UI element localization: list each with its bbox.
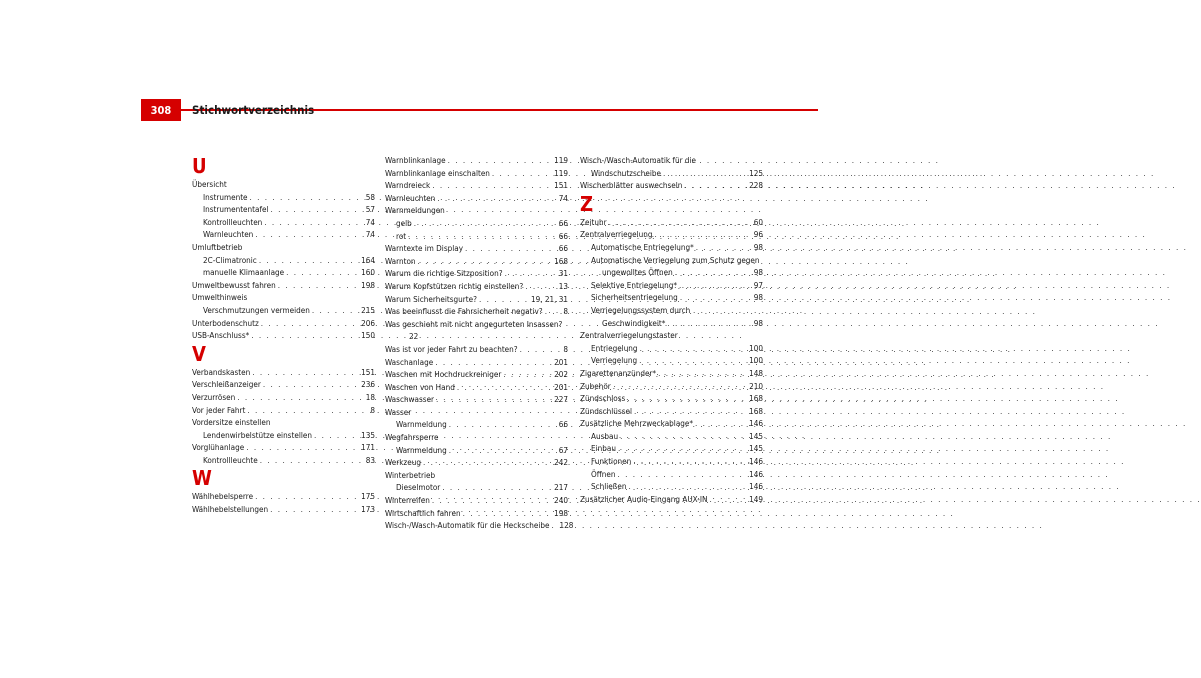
index-entry-term: Verschmutzungen vermeiden	[203, 304, 310, 315]
index-entry-term: Zündschlüssel	[580, 405, 632, 416]
index-entry	[192, 317, 375, 330]
index-entry	[385, 519, 574, 532]
index-entry-page[interactable]: 31	[558, 268, 568, 279]
index-entry-page[interactable]: 228	[749, 180, 763, 191]
section-letter: W	[192, 466, 212, 491]
index-entry	[192, 404, 375, 417]
index-entry-page[interactable]: 97	[753, 279, 763, 290]
index-entry-page[interactable]: 22	[409, 331, 419, 342]
index-entry	[385, 154, 568, 167]
index-entry	[580, 493, 763, 506]
index-entry-leader	[437, 192, 556, 205]
index-entry-leader	[408, 230, 557, 243]
index-entry-page[interactable]: 164	[361, 254, 375, 265]
index-entry	[580, 417, 763, 430]
index-entry	[580, 291, 763, 304]
index-entry-leader	[525, 280, 557, 293]
index-entry-leader	[435, 356, 552, 369]
index-entry-leader	[432, 494, 552, 507]
index-entry-term: Instrumente	[203, 191, 248, 202]
index-entry-leader	[503, 368, 552, 381]
index-entry-leader	[617, 468, 747, 481]
index-entry-leader	[628, 480, 747, 493]
index-entry	[192, 454, 375, 467]
index-entry-page[interactable]: 151	[361, 366, 375, 377]
index-entry-page[interactable]: 66	[558, 243, 568, 254]
index-entry-page[interactable]: 173	[361, 504, 375, 515]
index-entry-term: Warnblinkanlage einschalten	[385, 167, 490, 178]
index-entry-page[interactable]: 100	[749, 355, 763, 366]
index-entry	[385, 393, 568, 406]
index-entry-page[interactable]: 175	[361, 491, 375, 502]
index-heading: Umluftbetrieb	[192, 241, 243, 252]
index-entry-leader	[247, 404, 368, 417]
index-entry-page[interactable]: 74	[365, 229, 375, 240]
index-entry-leader	[237, 391, 363, 404]
index-entry-term: Lendenwirbelstütze einstellen	[203, 429, 312, 440]
index-entry	[192, 503, 375, 516]
index-entry-term: Waschwasser	[385, 394, 435, 405]
index-entry-leader	[449, 418, 557, 431]
index-entry	[385, 242, 568, 255]
index-entry-page[interactable]: 146	[749, 418, 763, 429]
index-entry-term: Warum die richtige Sitzposition?	[385, 268, 503, 279]
index-entry-leader	[552, 519, 558, 532]
index-entry-leader	[695, 417, 747, 430]
index-entry-page[interactable]: 145	[749, 430, 763, 441]
index-entry	[385, 267, 568, 280]
index-heading: Automatische Verriegelung zum Schutz gegen	[591, 254, 760, 265]
index-entry-term: Kontrollleuchte	[203, 454, 258, 465]
index-entry-page[interactable]: 201	[554, 356, 568, 367]
index-entry-leader	[448, 154, 552, 167]
index-entry	[192, 378, 375, 391]
index-entry	[385, 230, 568, 243]
index-entry-term: Warum Kopfstützen richtig einstellen?	[385, 280, 524, 291]
index-entry-page[interactable]: 206	[361, 317, 375, 328]
index-entry-page[interactable]: 168	[554, 255, 568, 266]
index-entry	[385, 368, 568, 381]
index-entry	[192, 304, 375, 317]
index-entry-page[interactable]: 236	[361, 379, 375, 390]
index-entry-term: Warnmeldung	[396, 444, 447, 455]
index-entry-leader	[463, 507, 553, 520]
index-entry	[580, 342, 763, 355]
index-entry-page[interactable]: 66	[558, 217, 568, 228]
index-entry-leader	[655, 228, 752, 241]
index-entry-term: Ausbau	[591, 430, 619, 441]
index-entry-term: Vor jeder Fahrt	[192, 404, 246, 415]
index-entry-page[interactable]: 146	[749, 468, 763, 479]
index-entry-page[interactable]: 119	[554, 155, 568, 165]
index-entry	[580, 241, 763, 254]
index-entry	[385, 381, 568, 394]
index-entry-term: Automatische Entriegelung*	[591, 241, 694, 252]
index-entry	[192, 191, 375, 204]
index-entry-term: Waschanlage	[385, 356, 434, 367]
index-entry-term: Verschleißanzeiger	[192, 379, 261, 390]
index-entry-page[interactable]: 8	[563, 343, 568, 354]
page-number: 308	[141, 99, 181, 121]
index-entry-leader	[270, 503, 359, 516]
section-letter: V	[192, 341, 206, 366]
index-entry-term: Umweltbewusst fahren	[192, 279, 276, 290]
index-entry-page[interactable]: 201	[554, 381, 568, 392]
index-entry-leader	[263, 378, 359, 391]
index-entry-term: Warntexte im Display	[385, 243, 464, 254]
index-entry	[580, 442, 763, 455]
index-heading: Vordersitze einstellen	[192, 417, 271, 428]
index-entry-page[interactable]: 145	[749, 443, 763, 454]
index-entry-page[interactable]: 168	[749, 393, 763, 404]
index-heading: Wisch-/Wasch-Automatik für die	[580, 155, 697, 165]
index-entry-page[interactable]: 8	[370, 404, 375, 415]
index-entry-term: manuelle Klimaanlage	[203, 267, 285, 278]
index-entry-leader	[264, 216, 363, 229]
index-entry-term: Einbau	[591, 443, 616, 454]
index-entry-page[interactable]: 96	[753, 229, 763, 240]
index-heading: Übersicht	[192, 179, 227, 189]
index-entry-page[interactable]: 227	[554, 394, 568, 405]
index-entry-page[interactable]: 8	[563, 306, 568, 317]
index-entry	[192, 228, 375, 241]
index-entry	[192, 266, 375, 279]
index-entry-term: Zündschloss	[580, 393, 626, 404]
index-entry	[192, 490, 375, 503]
index-entry-leader	[465, 242, 557, 255]
index-entry-term: Warnton	[385, 255, 416, 266]
index-entry-page[interactable]: 150	[361, 330, 375, 341]
index-entry-leader	[684, 179, 747, 192]
index-entry	[580, 430, 763, 443]
index-entry-page[interactable]: 98	[753, 317, 763, 328]
index-entry-leader	[627, 392, 747, 405]
index-entry-leader	[492, 167, 552, 180]
index-entry-term: Wischerblätter auswechseln	[580, 180, 683, 191]
section-letter: U	[192, 154, 207, 178]
index-entry-leader	[423, 456, 552, 469]
index-entry	[192, 254, 375, 267]
index-entry	[192, 429, 375, 442]
index-entry-leader	[658, 367, 747, 380]
index-entry-term: Wisch-/Wasch-Automatik für die Heckscheibe	[385, 520, 550, 531]
index-heading: Zentralverriegelungstaster	[580, 330, 678, 341]
index-entry-term: Was beeinflusst die Fahrsicherheit negativ?	[385, 306, 543, 317]
index-entry-leader	[640, 342, 748, 355]
index-entry-leader	[312, 304, 359, 317]
index-heading: Warnmeldungen	[385, 205, 445, 216]
index-entry	[385, 318, 568, 343]
index-entry	[580, 468, 763, 481]
index-entry	[580, 216, 763, 229]
index-entry-page[interactable]: 74	[558, 192, 568, 203]
index-entry-leader	[418, 255, 553, 268]
index-entry-term: Warnleuchten	[203, 229, 254, 240]
index-entry	[580, 380, 763, 393]
index-entry-leader	[246, 441, 359, 454]
index-entry-term: Dieselmotor	[396, 482, 441, 493]
index-entry-leader	[709, 493, 747, 506]
index-entry-page[interactable]: 67	[558, 444, 568, 455]
index-entry	[385, 167, 568, 180]
index-entry-term: Werkzeug	[385, 457, 421, 468]
index-entry	[580, 480, 763, 493]
index-entry-page[interactable]: 66	[558, 419, 568, 430]
index-entry	[580, 317, 763, 330]
index-entry	[580, 266, 763, 279]
index-entry-page[interactable]: 171	[361, 442, 375, 453]
index-entry	[385, 192, 568, 205]
index-entry-term: Kontrollleuchten	[203, 216, 263, 227]
index-entry-term: Unterbodenschutz	[192, 317, 259, 328]
index-entry-leader	[634, 405, 747, 418]
index-entry-term: Zusätzlicher Audio-Eingang AUX-IN	[580, 493, 708, 504]
index-entry	[580, 354, 763, 367]
index-entry-page[interactable]: 100	[749, 342, 763, 353]
index-entry	[192, 216, 375, 229]
index-entry-page[interactable]: 18	[365, 391, 375, 402]
index-entry-leader	[667, 317, 751, 330]
index-entry-page[interactable]: 119	[554, 167, 568, 178]
index-entry-leader	[432, 179, 552, 192]
index-entry	[385, 217, 568, 230]
index-entry	[385, 179, 568, 192]
index-entry	[580, 179, 763, 192]
index-entry	[385, 280, 568, 293]
index-entry-term: Wirtschaftlich fahren	[385, 507, 461, 518]
index-entry-leader	[414, 217, 557, 230]
index-column-3	[580, 154, 763, 505]
index-entry-page[interactable]: 13	[558, 280, 568, 291]
index-entry-leader	[250, 191, 364, 204]
index-entry-term: gelb	[396, 217, 412, 228]
index-entry-leader	[679, 279, 752, 292]
index-entry-leader	[613, 380, 747, 393]
index-entry	[580, 167, 763, 180]
index-entry	[192, 441, 375, 454]
index-entry	[385, 356, 568, 369]
index-entry-page[interactable]: 242	[554, 457, 568, 468]
index-entry-leader	[255, 490, 359, 503]
index-entry	[580, 279, 763, 292]
index-entry-term: Funktionen	[591, 456, 632, 467]
index-entry	[385, 293, 568, 306]
index-entry-term: Verriegelung	[591, 355, 638, 366]
index-entry-page[interactable]: 57	[365, 204, 375, 215]
index-entry	[580, 392, 763, 405]
index-entry	[580, 455, 763, 468]
index-entry	[385, 343, 568, 356]
index-entry-term: Öffnen	[591, 468, 616, 479]
index-entry	[385, 507, 568, 520]
index-entry-page[interactable]: 66	[558, 230, 568, 241]
index-entry-leader	[255, 228, 363, 241]
index-entry-term: Zigarettenanzünder*	[580, 367, 657, 378]
index-entry-page[interactable]: 58	[365, 191, 375, 202]
index-entry	[192, 391, 375, 404]
index-entry-leader	[520, 343, 562, 356]
page-title: Stichwortverzeichnis	[192, 103, 315, 117]
index-entry-term: Instrumententafel	[203, 204, 269, 215]
index-entry-term: 2C-Climatronic	[203, 254, 257, 265]
index-entry	[580, 405, 763, 418]
index-entry-page[interactable]: 125	[749, 167, 763, 178]
index-entry-term: Wählhebelstellungen	[192, 504, 269, 515]
index-entry	[385, 418, 568, 431]
index-entry-page[interactable]: 240	[554, 495, 568, 506]
index-entry-term: Entriegelung	[591, 342, 638, 353]
index-entry	[192, 279, 375, 292]
index-entry-page[interactable]: 98	[753, 292, 763, 303]
index-entry-term: Warnblinkanlage	[385, 155, 446, 165]
index-entry-term: Warndreieck	[385, 180, 431, 191]
index-entry-leader	[680, 291, 752, 304]
index-entry-leader	[442, 481, 552, 494]
index-entry-leader	[633, 455, 747, 468]
index-entry-term: Warnmeldung	[396, 419, 447, 430]
index-entry-term: Windschutzscheibe	[591, 167, 662, 178]
index-entry-leader	[449, 444, 557, 457]
index-entry-leader	[545, 305, 562, 318]
index-entry-term: ungewolltes Öffnen	[602, 267, 673, 278]
index-entry-leader	[436, 393, 552, 406]
index-entry-term: Selektive Entriegelung*	[591, 279, 677, 290]
index-entry	[385, 305, 568, 318]
index-entry-leader	[639, 354, 747, 367]
index-entry-term: Zeituhr	[580, 216, 607, 227]
index-entry-term: Zubehör	[580, 380, 611, 391]
index-entry-leader	[260, 454, 364, 467]
index-entry-term: Zentralverriegelung	[580, 229, 653, 240]
index-entry-page[interactable]: 168	[749, 405, 763, 416]
index-entry-page[interactable]: 202	[554, 369, 568, 380]
index-entry-term: Waschen von Hand	[385, 381, 455, 392]
section-letter: Z	[580, 191, 594, 216]
index-entry-page[interactable]: 151	[554, 180, 568, 191]
index-entry-leader	[663, 167, 747, 180]
index-entry-term: Vorglühanlage	[192, 442, 245, 453]
index-entry-term: Winterreifen	[385, 495, 430, 506]
index-entry	[385, 481, 568, 494]
index-entry-leader	[278, 279, 359, 292]
index-entry-page[interactable]: 74	[365, 216, 375, 227]
index-entry-page[interactable]: 146	[749, 481, 763, 492]
index-entry-page[interactable]: 146	[749, 456, 763, 467]
index-entry	[385, 255, 568, 268]
index-entry-leader	[479, 293, 529, 306]
index-entry-leader	[457, 381, 552, 394]
index-column-1	[192, 154, 375, 516]
index-entry-term: Was geschieht mit nicht angegurteten Insassen?	[385, 318, 563, 329]
index-entry-page[interactable]: 215	[361, 304, 375, 315]
index-entry	[580, 367, 763, 380]
index-entry-page[interactable]: 198	[361, 279, 375, 290]
index-entry-leader	[620, 430, 747, 443]
index-entry-term: Warnleuchten	[385, 192, 436, 203]
index-entry-term: Waschen mit Hochdruckreiniger	[385, 369, 502, 380]
index-entry-term: Warum Sicherheitsgurte?	[385, 293, 477, 304]
index-entry-page[interactable]: 98	[753, 267, 763, 278]
index-entry-leader	[286, 266, 359, 279]
index-entry-leader	[618, 442, 747, 455]
index-entry-page[interactable]: 198	[554, 507, 568, 518]
index-entry-term: USB-Anschluss*	[192, 330, 250, 341]
index-entry-page[interactable]: 210	[749, 380, 763, 391]
index-entry-leader	[251, 329, 359, 342]
index-entry-leader	[609, 216, 752, 229]
index-entry	[192, 366, 375, 379]
index-entry-page[interactable]: 60	[753, 216, 763, 227]
index-heading: Wasser	[385, 406, 412, 417]
index-heading: Winterbetrieb	[385, 469, 436, 480]
index-entry-term: rot	[396, 230, 407, 241]
index-entry-leader	[271, 203, 364, 216]
index-entry-page[interactable]: 217	[554, 482, 568, 493]
index-entry	[385, 444, 568, 457]
index-entry	[385, 456, 568, 469]
index-entry-leader	[696, 241, 752, 254]
index-entry-page[interactable]: 135	[361, 429, 375, 440]
index-entry	[192, 329, 375, 342]
index-entry	[385, 494, 568, 507]
index-entry	[192, 203, 375, 216]
index-entry-term: Was ist vor jeder Fahrt zu beachten?	[385, 343, 518, 354]
index-entry-leader	[314, 429, 359, 442]
index-entry-page[interactable]: 128	[559, 520, 574, 531]
index-entry-leader	[259, 254, 359, 267]
index-entry-leader	[675, 266, 752, 279]
index-entry-term: Geschwindigkeit*	[602, 317, 666, 328]
index-entry-term: Verbandskasten	[192, 366, 251, 377]
index-entry-term: Sicherheitsentriegelung	[591, 292, 678, 303]
index-heading: Umwelthinweis	[192, 292, 248, 303]
index-entry	[580, 228, 763, 241]
index-entry-page[interactable]: 148	[749, 367, 763, 378]
index-entry-term: Verzurrösen	[192, 391, 236, 402]
index-entry-page[interactable]: 98	[753, 241, 763, 252]
index-entry-page[interactable]: 160	[361, 267, 375, 278]
index-entry-term: Zusätzliche Mehrzweckablage*	[580, 418, 694, 429]
index-entry-leader	[505, 267, 557, 280]
index-entry-page[interactable]: 83	[365, 454, 375, 465]
index-heading: Verriegelungssystem durch	[591, 304, 691, 315]
index-column-2	[385, 154, 574, 532]
index-entry-leader	[261, 317, 359, 330]
index-entry-term: Schließen	[591, 481, 627, 492]
index-entry-term: Wählhebelsperre	[192, 491, 254, 502]
index-entry-leader	[252, 366, 359, 379]
index-entry-page[interactable]: 19, 21, 31	[530, 293, 568, 304]
index-heading: Wegfahrsperre	[385, 432, 439, 443]
index-entry-page[interactable]: 149	[749, 493, 763, 504]
